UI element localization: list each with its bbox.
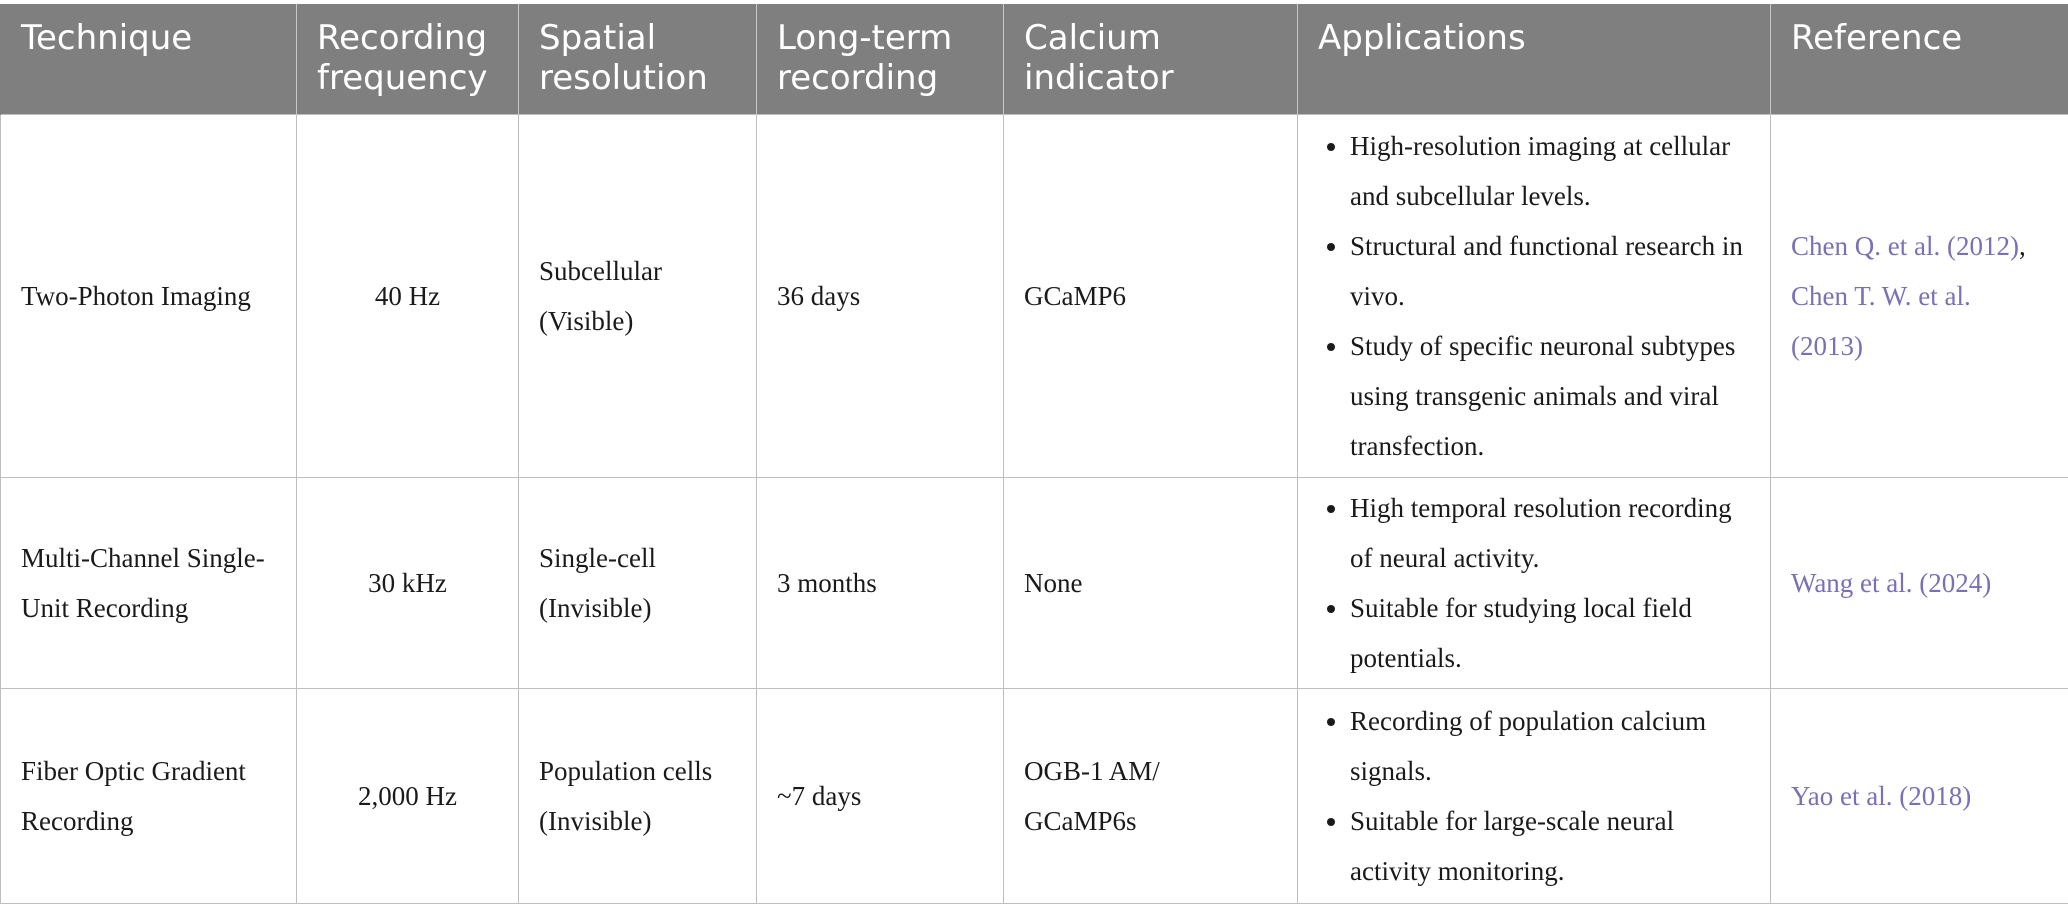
header-technique: Technique bbox=[1, 4, 297, 114]
list-item: • Suitable for studying local field potentials. bbox=[1350, 583, 1750, 683]
list-item: • High-resolution imaging at cellular and subcellular levels. bbox=[1350, 121, 1750, 221]
table-row bbox=[1, 688, 2068, 903]
list-item: • Recording of population calcium signals. bbox=[1350, 696, 1750, 796]
list-item: • Suitable for large-scale neural activity monitoring. bbox=[1350, 796, 1750, 896]
header-spatial: Spatial resolution bbox=[519, 4, 757, 114]
indicator-cell: None bbox=[1004, 477, 1298, 688]
applications-cell bbox=[1298, 477, 1771, 688]
list-item: • High temporal resolution recording of neural activity. bbox=[1350, 483, 1750, 583]
applications-list bbox=[1318, 483, 1750, 683]
header-frequency: Recording frequency bbox=[297, 4, 519, 114]
spatial-cell: Population cells (Invisible) bbox=[519, 688, 757, 903]
header-longterm: Long-term recording bbox=[757, 4, 1004, 114]
reference-link[interactable]: Chen Q. et al. (2012) bbox=[1791, 230, 2019, 261]
applications-cell bbox=[1298, 688, 1771, 903]
reference-cell bbox=[1771, 114, 2068, 477]
reference-link[interactable]: Chen T. W. et al. (2013) bbox=[1791, 280, 1971, 361]
frequency-cell: 2,000 Hz bbox=[297, 688, 519, 903]
technique-cell: Fiber Optic Gradient Recording bbox=[1, 688, 297, 903]
reference-separator: , bbox=[2018, 230, 2026, 261]
longterm-cell: 3 months bbox=[757, 477, 1004, 688]
reference-cell bbox=[1771, 688, 2068, 903]
comparison-table bbox=[0, 4, 2068, 904]
table-row bbox=[1, 114, 2068, 477]
frequency-cell: 40 Hz bbox=[297, 114, 519, 477]
reference-link[interactable]: Yao et al. (2018) bbox=[1791, 780, 1972, 811]
list-item: • Study of specific neuronal subtypes using transgenic animals and viral transfection. bbox=[1350, 321, 1750, 471]
longterm-cell: 36 days bbox=[757, 114, 1004, 477]
reference-link[interactable]: Wang et al. (2024) bbox=[1791, 567, 1992, 598]
spatial-cell: Single-cell (Invisible) bbox=[519, 477, 757, 688]
header-indicator: Calcium indicator bbox=[1004, 4, 1298, 114]
header-reference: Reference bbox=[1771, 4, 2068, 114]
frequency-cell: 30 kHz bbox=[297, 477, 519, 688]
table-row bbox=[1, 477, 2068, 688]
reference-cell bbox=[1771, 477, 2068, 688]
longterm-cell: ~7 days bbox=[757, 688, 1004, 903]
indicator-cell: OGB-1 AM/ GCaMP6s bbox=[1004, 688, 1298, 903]
technique-cell: Two-Photon Imaging bbox=[1, 114, 297, 477]
header-applications: Applications bbox=[1298, 4, 1771, 114]
header-row bbox=[1, 4, 2068, 114]
applications-cell bbox=[1298, 114, 1771, 477]
list-item: • Structural and functional research in vivo. bbox=[1350, 221, 1750, 321]
spatial-cell: Subcellular (Visible) bbox=[519, 114, 757, 477]
applications-list bbox=[1318, 121, 1750, 471]
indicator-cell: GCaMP6 bbox=[1004, 114, 1298, 477]
applications-list bbox=[1318, 696, 1750, 896]
technique-cell: Multi-Channel Single-Unit Recording bbox=[1, 477, 297, 688]
